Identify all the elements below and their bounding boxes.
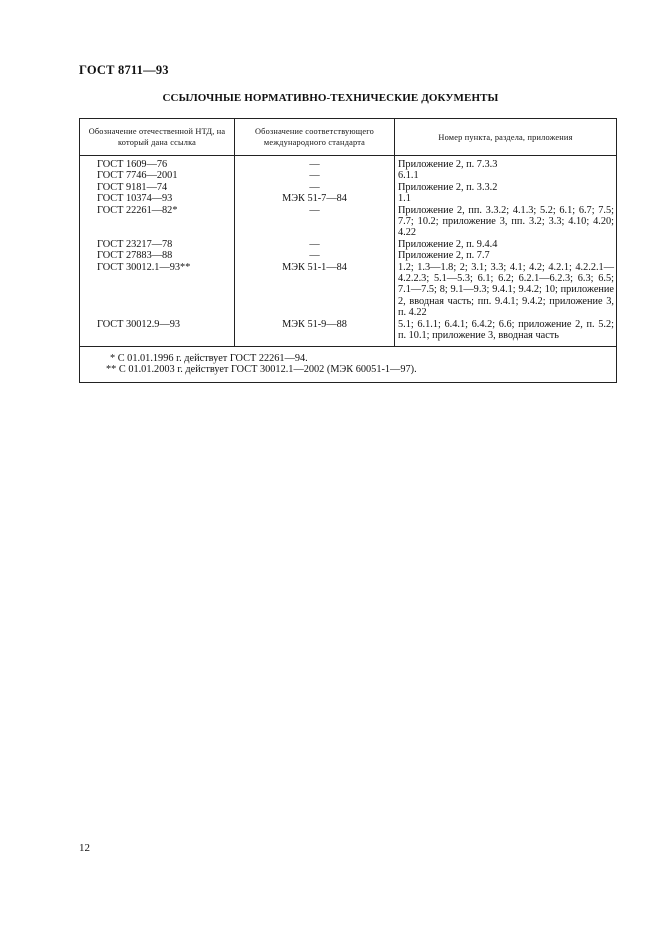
- table-row: [80, 156, 617, 171]
- footnotes-row: [80, 346, 617, 382]
- international-standard: —: [235, 250, 395, 261]
- clause-reference: 1.2; 1.3—1.8; 2; 3.1; 3.3; 4.1; 4.2; 4.2.1; 4.2.2.1—4.2.2.3; 5.1—5.3; 6.1; 6.2; 6.2.1—6.2.3; 6.3; 6.5; 7.1—7.5; 8; 9.1—9.3; 9.4.1; 9.4.2; 10; приложение 2, вводная часть; пп. 9.4.1; 9.4.2; приложение 3, п. 4.22: [395, 262, 617, 319]
- table-row: [80, 319, 617, 346]
- table-row: [80, 239, 617, 250]
- national-standard: ГОСТ 30012.9—93: [80, 319, 235, 346]
- national-standard: ГОСТ 27883—88: [80, 250, 235, 261]
- clause-reference: Приложение 2, п. 3.3.2: [395, 182, 617, 193]
- national-standard: ГОСТ 7746—2001: [80, 170, 235, 181]
- national-standard: ГОСТ 10374—93: [80, 193, 235, 204]
- international-standard: МЭК 51-9—88: [235, 319, 395, 346]
- table-header-row: [80, 119, 617, 156]
- footnotes: [80, 346, 617, 382]
- clause-reference: 6.1.1: [395, 170, 617, 181]
- clause-reference: Приложение 2, п. 7.3.3: [395, 156, 617, 171]
- clause-reference: Приложение 2, п. 7.7: [395, 250, 617, 261]
- clause-reference: 1.1: [395, 193, 617, 204]
- footnote: ** С 01.01.2003 г. действует ГОСТ 30012.1—2002 (МЭК 60051-1—97).: [106, 364, 417, 376]
- national-standard: ГОСТ 23217—78: [80, 239, 235, 250]
- clause-reference: 5.1; 6.1.1; 6.4.1; 6.4.2; 6.6; приложение 2, п. 5.2; п. 10.1; приложение 3, вводная часть: [395, 319, 617, 346]
- international-standard: МЭК 51-1—84: [235, 262, 395, 319]
- table-row: [80, 250, 617, 261]
- international-standard: —: [235, 205, 395, 239]
- clause-reference: Приложение 2, п. 9.4.4: [395, 239, 617, 250]
- reference-table: [79, 118, 617, 383]
- national-standard: ГОСТ 22261—82*: [80, 205, 235, 239]
- table-row: [80, 205, 617, 239]
- international-standard: —: [235, 239, 395, 250]
- international-standard: МЭК 51-7—84: [235, 193, 395, 204]
- clause-reference: Приложение 2, пп. 3.3.2; 4.1.3; 5.2; 6.1; 6.7; 7.5; 7.7; 10.2; приложение 3, пп. 3.2; 3.3; 4.10; 4.20; 4.22: [395, 205, 617, 239]
- column-header-international: Обозначение соответствующего международного стандарта: [235, 119, 395, 156]
- international-standard: —: [235, 170, 395, 181]
- column-header-clauses: Номер пункта, раздела, приложения: [395, 119, 617, 156]
- table-row: [80, 170, 617, 181]
- page-number: 12: [79, 842, 90, 854]
- page-title: ССЫЛОЧНЫЕ НОРМАТИВНО-ТЕХНИЧЕСКИЕ ДОКУМЕНТЫ: [162, 92, 499, 104]
- national-standard: ГОСТ 30012.1—93**: [80, 262, 235, 319]
- footnote: * С 01.01.1996 г. действует ГОСТ 22261—94.: [110, 352, 308, 364]
- international-standard: —: [235, 182, 395, 193]
- table-row: [80, 193, 617, 204]
- national-standard: ГОСТ 1609—76: [80, 156, 235, 171]
- table-row: [80, 262, 617, 319]
- table-row: [80, 182, 617, 193]
- document-code: ГОСТ 8711—93: [79, 63, 169, 77]
- international-standard: —: [235, 156, 395, 171]
- column-header-national: Обозначение отечественной НТД, на который дана ссылка: [80, 119, 235, 156]
- national-standard: ГОСТ 9181—74: [80, 182, 235, 193]
